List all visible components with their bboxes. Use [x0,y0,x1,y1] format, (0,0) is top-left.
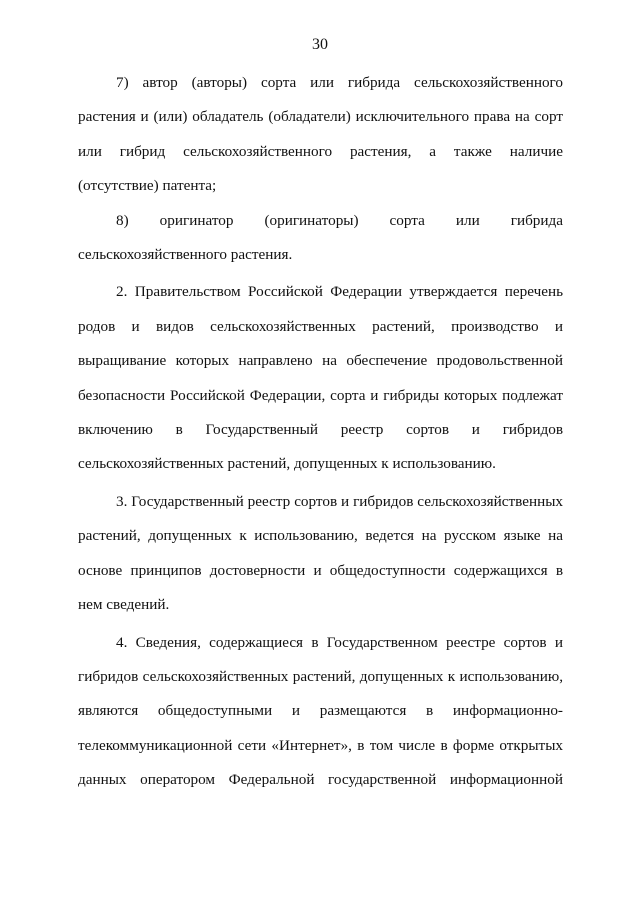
document-body [78,66,563,798]
paragraph-item-8-line-2: сельскохозяйственного растения. [78,246,293,264]
paragraph-2: 2. Правительством Российской Федерации утверждается перечень родов и видов сельскохозяйственных растений, производство и выращивание которых направлено на обеспечение продовольственной безопасности Российской Федерации, сорта и гибриды которых подлежат включению в Государственный реестр сортов и гибридов сельскохозяйственных растений, допущенных к использованию. [78,283,563,473]
paragraph-item-8-line-1: 8) оригинатор (оригинаторы) сорта или гибрида [116,211,563,229]
paragraph-3: 3. Государственный реестр сортов и гибридов сельскохозяйственных растений, допущенных к использованию, ведется на русском языке на основе принципов достоверности и общедоступности содержащихся в нем сведений. [78,492,563,614]
page-number: 30 [312,36,328,53]
paragraph-item-7: 7) автор (авторы) сорта или гибрида сельскохозяйственного растения и (или) обладатель (обладатели) исключительного права на сорт или гибрид сельскохозяйственного растения, а также наличие (отсутствие) патента; [78,74,563,195]
paragraph-4: 4. Сведения, содержащиеся в Государственном реестре сортов и гибридов сельскохозяйственных растений, допущенных к использованию, являются общедоступными и размещаются в информационно-телекоммуникационной сети «Интернет», в том числе в форме открытых данных оператором Федеральной государственной информационной [78,633,563,789]
